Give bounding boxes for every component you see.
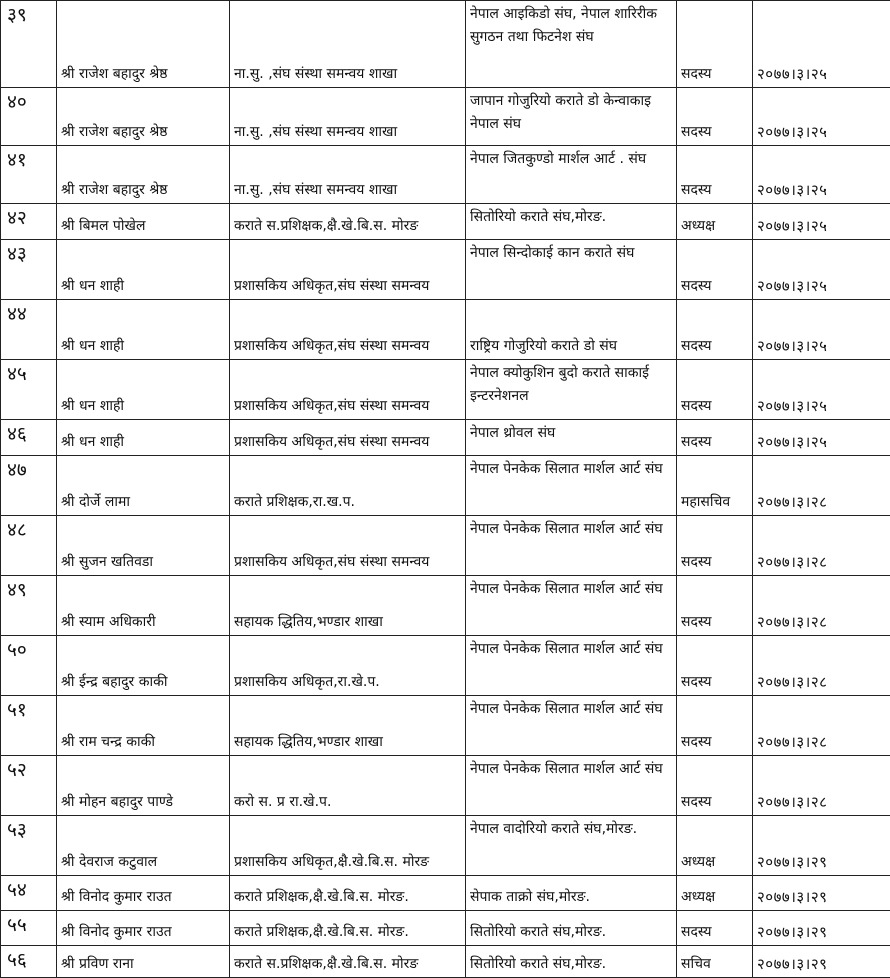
row-number: ४३	[1, 240, 57, 300]
table-row	[1, 300, 890, 360]
office-position: ना.सु. ,संघ संस्था समन्वय शाखा	[230, 1, 466, 88]
office-position: प्रशासकिय अधिकृत,संघ संस्था समन्वय	[230, 420, 466, 456]
organization: नेपाल पेनकेक सिलात मार्शल आर्ट संघ	[466, 756, 677, 816]
office-position: कराते प्रशिक्षक,रा.ख.प.	[230, 456, 466, 516]
organization: नेपाल पेनकेक सिलात मार्शल आर्ट संघ	[466, 516, 677, 576]
role: सदस्य	[677, 576, 753, 636]
date: २०७७।३।२५	[753, 360, 890, 420]
organization: नेपाल पेनकेक सिलात मार्शल आर्ट संघ	[466, 696, 677, 756]
role: अध्यक्ष	[677, 204, 753, 240]
role: सदस्य	[677, 911, 753, 946]
office-position: सहायक द्धितिय,भण्डार शाखा	[230, 696, 466, 756]
date: २०७७।३।२५	[753, 146, 890, 204]
person-name: श्री राजेश बहादुर श्रेष्ठ	[57, 1, 230, 88]
office-position: प्रशासकिय अधिकृत,संघ संस्था समन्वय	[230, 300, 466, 360]
person-name: श्री धन शाही	[57, 420, 230, 456]
office-position: प्रशासकिय अधिकृत,संघ संस्था समन्वय	[230, 360, 466, 420]
row-number: ५४	[1, 876, 57, 911]
row-number: ५०	[1, 636, 57, 696]
table-row	[1, 576, 890, 636]
row-number: ५६	[1, 946, 57, 978]
organization: नेपाल पेनकेक सिलात मार्शल आर्ट संघ	[466, 576, 677, 636]
organization: नेपाल आइकिडो संघ, नेपाल शारिरीक सुगठन तथा फिटनेश संघ	[466, 1, 677, 88]
organization: नेपाल वादोरियो कराते संघ,मोरङ.	[466, 816, 677, 876]
date: २०७७।३।२८	[753, 576, 890, 636]
office-position: प्रशासकिय अधिकृत,क्षै.खे.बि.स. मोरङ	[230, 816, 466, 876]
row-number: ५१	[1, 696, 57, 756]
date: २०७७।३।२८	[753, 636, 890, 696]
role: सदस्य	[677, 636, 753, 696]
person-name: श्री मोहन बहादुर पाण्डे	[57, 756, 230, 816]
date: २०७७।३।२५	[753, 204, 890, 240]
role: सदस्य	[677, 756, 753, 816]
organization: नेपाल थ्रोवल संघ	[466, 420, 677, 456]
table-row	[1, 516, 890, 576]
date: २०७७।३।२५	[753, 300, 890, 360]
office-position: करो स. प्र रा.खे.प.	[230, 756, 466, 816]
organization: जापान गोजुरियो कराते डो केन्वाकाइ नेपाल संघ	[466, 88, 677, 146]
table-row	[1, 946, 890, 978]
date: २०७७।३।२८	[753, 456, 890, 516]
role: सदस्य	[677, 240, 753, 300]
office-position: प्रशासकिय अधिकृत,रा.खे.प.	[230, 636, 466, 696]
organization: नेपाल सिन्दोकाई कान कराते संघ	[466, 240, 677, 300]
date: २०७७।३।२५	[753, 1, 890, 88]
date: २०७७।३।२९	[753, 911, 890, 946]
role: सदस्य	[677, 420, 753, 456]
row-number: ४१	[1, 146, 57, 204]
table-row	[1, 240, 890, 300]
person-name: श्री प्रविण राना	[57, 946, 230, 978]
table-row	[1, 696, 890, 756]
row-number: ४६	[1, 420, 57, 456]
table-row	[1, 204, 890, 240]
table-row	[1, 456, 890, 516]
row-number: ४४	[1, 300, 57, 360]
row-number: ५२	[1, 756, 57, 816]
organization: सितोरियो कराते संघ,मोरङ.	[466, 204, 677, 240]
table-row	[1, 911, 890, 946]
date: २०७७।३।२९	[753, 876, 890, 911]
person-name: श्री ईन्द्र बहादुर काकी	[57, 636, 230, 696]
person-name: श्री धन शाही	[57, 240, 230, 300]
row-number: ५३	[1, 816, 57, 876]
person-name: श्री बिमल पोखेल	[57, 204, 230, 240]
role: सदस्य	[677, 146, 753, 204]
row-number: ४८	[1, 516, 57, 576]
role: महासचिव	[677, 456, 753, 516]
date: २०७७।३।२८	[753, 516, 890, 576]
row-number: ४५	[1, 360, 57, 420]
table-row	[1, 636, 890, 696]
date: २०७७।३।२९	[753, 946, 890, 978]
role: अध्यक्ष	[677, 816, 753, 876]
role: सदस्य	[677, 696, 753, 756]
role: सदस्य	[677, 516, 753, 576]
table-row	[1, 146, 890, 204]
organization: सेपाक ताक्रो संघ,मोरङ.	[466, 876, 677, 911]
organization: नेपाल क्योकुशिन बुदो कराते साकाई इन्टरनेशनल	[466, 360, 677, 420]
role: सचिव	[677, 946, 753, 978]
office-position: प्रशासकिय अधिकृत,संघ संस्था समन्वय	[230, 240, 466, 300]
person-name: श्री राजेश बहादुर श्रेष्ठ	[57, 88, 230, 146]
table-row	[1, 420, 890, 456]
row-number: ४९	[1, 576, 57, 636]
row-number: ४०	[1, 88, 57, 146]
table-row	[1, 756, 890, 816]
organization: राष्ट्रिय गोजुरियो कराते डो संघ	[466, 300, 677, 360]
date: २०७७।३।२५	[753, 240, 890, 300]
date: २०७७।३।२८	[753, 696, 890, 756]
table-row	[1, 1, 890, 88]
organization: नेपाल पेनकेक सिलात मार्शल आर्ट संघ	[466, 456, 677, 516]
row-number: ४२	[1, 204, 57, 240]
table-row	[1, 360, 890, 420]
date: २०७७।३।२८	[753, 756, 890, 816]
organization: सितोरियो कराते संघ,मोरङ.	[466, 946, 677, 978]
date: २०७७।३।२९	[753, 816, 890, 876]
office-position: कराते प्रशिक्षक,क्षै.खे.बि.स. मोरङ.	[230, 876, 466, 911]
row-number: ५५	[1, 911, 57, 946]
row-number: ३९	[1, 1, 57, 88]
organization: नेपाल जितकुण्डो मार्शल आर्ट . संघ	[466, 146, 677, 204]
person-name: श्री देवराज कटुवाल	[57, 816, 230, 876]
office-position: ना.सु. ,संघ संस्था समन्वय शाखा	[230, 146, 466, 204]
office-position: सहायक द्धितिय,भण्डार शाखा	[230, 576, 466, 636]
role: सदस्य	[677, 1, 753, 88]
person-name: श्री सुजन खतिवडा	[57, 516, 230, 576]
row-number: ४७	[1, 456, 57, 516]
person-name: श्री धन शाही	[57, 300, 230, 360]
person-name: श्री दोर्जे लामा	[57, 456, 230, 516]
table-row	[1, 88, 890, 146]
person-name: श्री राजेश बहादुर श्रेष्ठ	[57, 146, 230, 204]
person-name: श्री विनोद कुमार राउत	[57, 876, 230, 911]
office-position: कराते स.प्रशिक्षक,क्षै.खे.बि.स. मोरङ	[230, 204, 466, 240]
office-position: कराते स.प्रशिक्षक,क्षै.खे.बि.स. मोरङ	[230, 946, 466, 978]
organization: सितोरियो कराते संघ,मोरङ.	[466, 911, 677, 946]
role: अध्यक्ष	[677, 876, 753, 911]
role: सदस्य	[677, 360, 753, 420]
date: २०७७।३।२५	[753, 420, 890, 456]
person-name: श्री राम चन्द्र काकी	[57, 696, 230, 756]
person-name: श्री स्याम अधिकारी	[57, 576, 230, 636]
person-name: श्री विनोद कुमार राउत	[57, 911, 230, 946]
table-row	[1, 816, 890, 876]
table-row	[1, 876, 890, 911]
office-position: प्रशासकिय अधिकृत,संघ संस्था समन्वय	[230, 516, 466, 576]
office-position: कराते प्रशिक्षक,क्षै.खे.बि.स. मोरङ.	[230, 911, 466, 946]
office-position: ना.सु. ,संघ संस्था समन्वय शाखा	[230, 88, 466, 146]
role: सदस्य	[677, 300, 753, 360]
role: सदस्य	[677, 88, 753, 146]
organization: नेपाल पेनकेक सिलात मार्शल आर्ट संघ	[466, 636, 677, 696]
person-name: श्री धन शाही	[57, 360, 230, 420]
date: २०७७।३।२५	[753, 88, 890, 146]
